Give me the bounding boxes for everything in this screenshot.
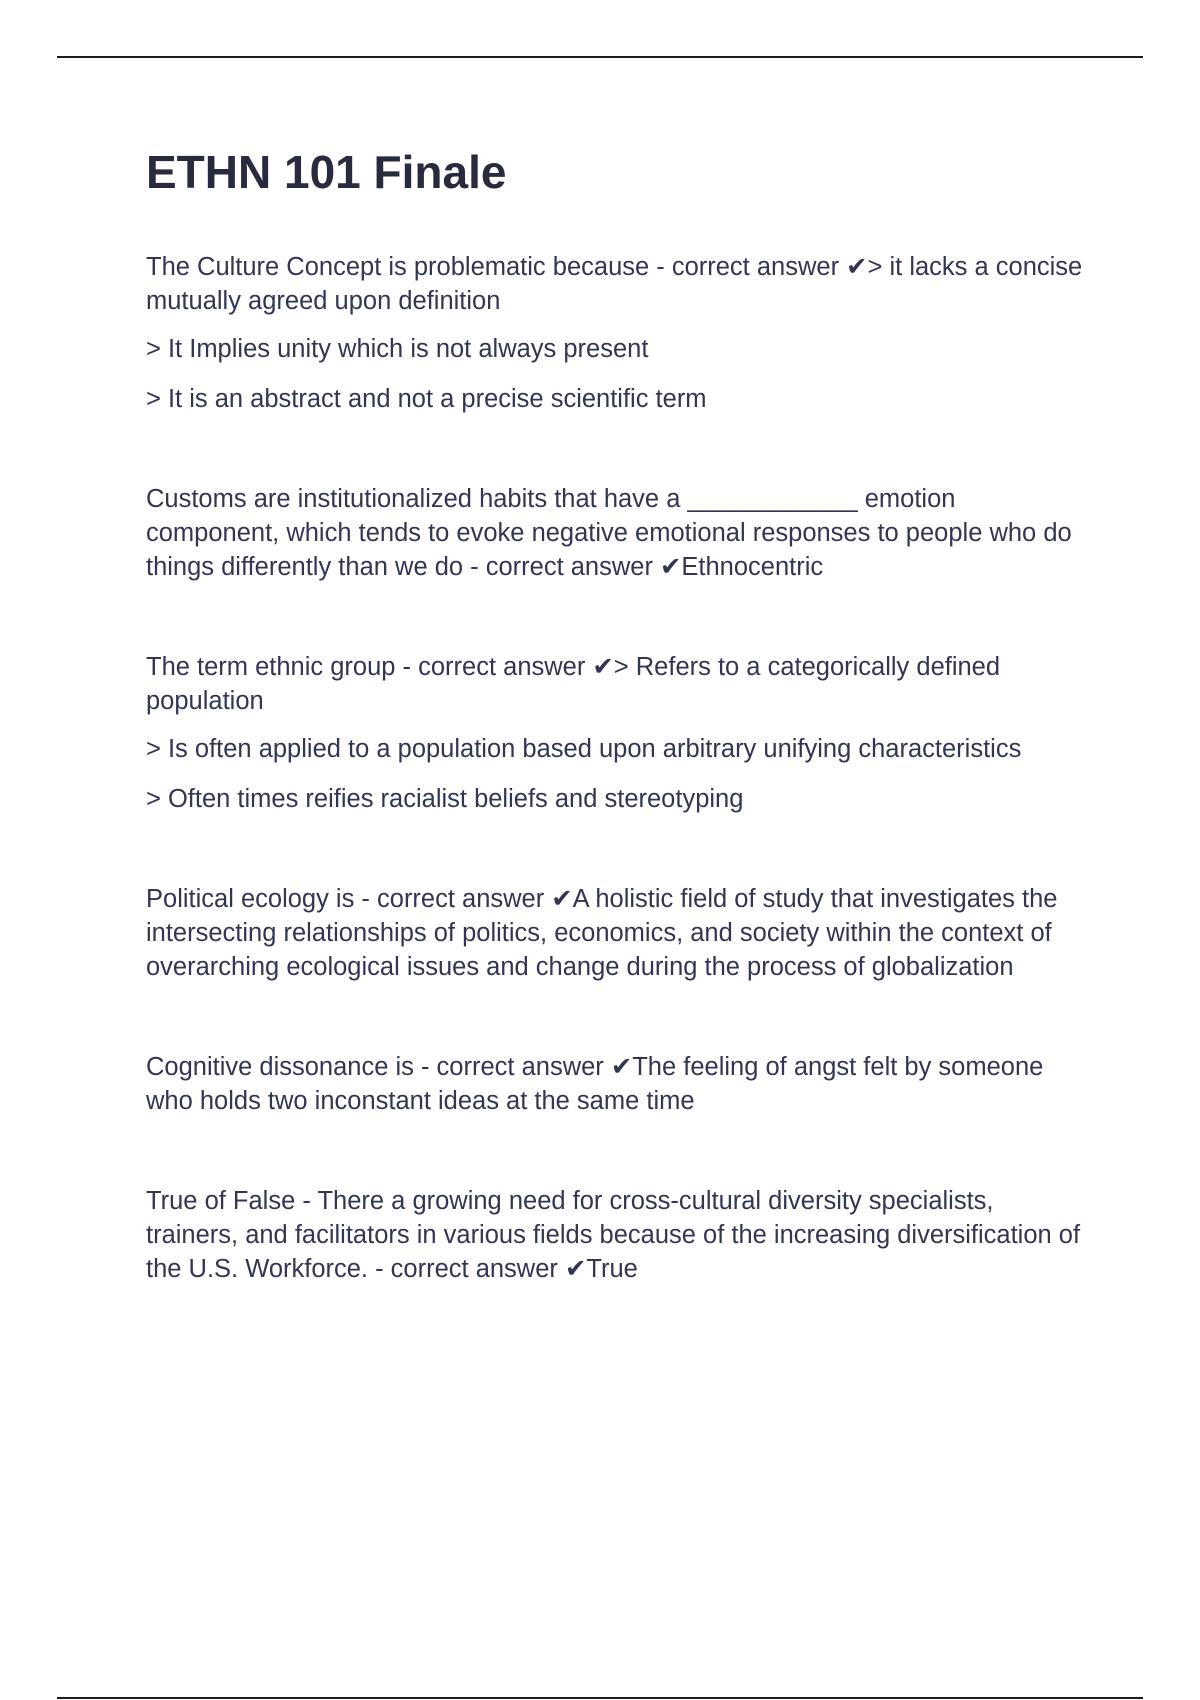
- qa-item: [146, 250, 1086, 416]
- qa-answer-line: > Is often applied to a population based upon arbitrary unifying characteristics: [146, 735, 1022, 763]
- qa-question: The term ethnic group - correct answer ✔> Refers to a categorically defined population: [146, 653, 1001, 715]
- qa-item: [146, 650, 1086, 816]
- qa-answer-line: > It is an abstract and not a precise scientific term: [146, 385, 707, 413]
- bottom-divider: [57, 1697, 1143, 1699]
- qa-item: [146, 1050, 1086, 1118]
- qa-question: The Culture Concept is problematic because - correct answer ✔> it lacks a concise mutually agreed upon definition: [146, 253, 1083, 315]
- qa-answer-line: > Often times reifies racialist beliefs and stereotyping: [146, 785, 744, 813]
- qa-question: Political ecology is - correct answer ✔A holistic field of study that investigates the intersecting relationships of politics, economics, and society within the context of overarching ecological issues and change during the process of globalization: [146, 885, 1058, 981]
- qa-list: [146, 250, 1086, 1286]
- qa-question: Customs are institutionalized habits that have a ____________ emotion component, which tends to evoke negative emotional responses to people who do things differently than we do - correct answer ✔Ethnocentric: [146, 485, 1072, 581]
- document-title: ETHN 101 Finale: [146, 146, 507, 198]
- qa-question: True of False - There a growing need for cross-cultural diversity specialists, trainers, and facilitators in various fields because of the increasing diversification of the U.S. Workforce. - correct answer ✔True: [146, 1187, 1081, 1283]
- qa-answer-line: > It Implies unity which is not always present: [146, 335, 649, 363]
- qa-item: [146, 482, 1086, 584]
- document-body: [146, 146, 1086, 1352]
- top-divider: [57, 56, 1143, 58]
- qa-item: [146, 1184, 1086, 1286]
- qa-item: [146, 882, 1086, 984]
- qa-question: Cognitive dissonance is - correct answer ✔The feeling of angst felt by someone who holds two inconstant ideas at the same time: [146, 1053, 1044, 1115]
